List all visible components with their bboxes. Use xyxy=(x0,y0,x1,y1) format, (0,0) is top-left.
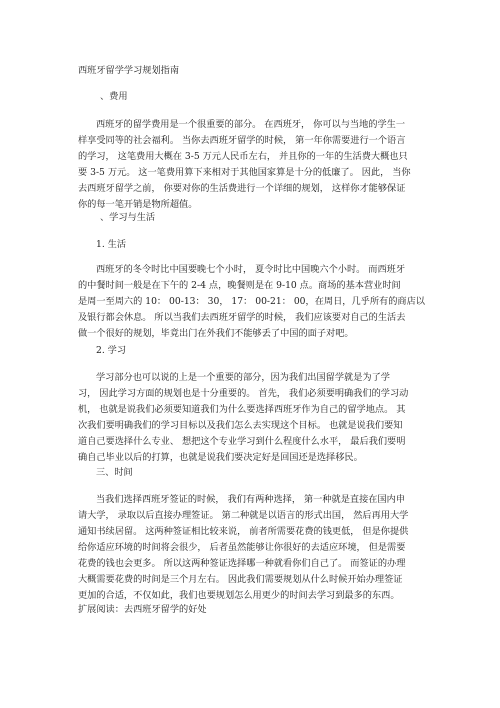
extended-reading-link[interactable]: 扩展阅读：去西班牙留学的好处 xyxy=(78,604,207,615)
paragraph-line: 是周一至周六的 10： 00-13： 30， 17： 00-21： 00，在周日，几乎所有的商店以 xyxy=(78,296,425,307)
subsection-life-heading: 1. 生活 xyxy=(96,239,127,250)
paragraph-line: 你的每一笔开销是物所超值。 xyxy=(78,199,198,210)
paragraph-line: 要 3-5 万元。 这一笔费用算下来相对于其他国家算是十分的低廉了。 因此， 当你 xyxy=(78,167,411,178)
paragraph-line: 样享受同等的社会福利。 当你去西班牙留学的时候， 第一年你需要进行一个语言 xyxy=(78,135,406,146)
paragraph-line: 通知书续居留。 这两种签证相比较来说， 前者所需要花费的钱更低， 但是你提供 xyxy=(78,526,409,537)
paragraph-line: 次我们要明确我们的学习目标以及我们怎么去实现这个目标。 也就是说我们要知 xyxy=(78,420,403,431)
paragraph-line: 做一个很好的规划，毕竟出门在外我们不能够丢了中国的面子对吧。 xyxy=(78,328,354,339)
paragraph-line: 西班牙的冬令时比中国要晚七个小时， 夏令时比中国晚六个小时。 而西班牙 xyxy=(96,264,406,275)
section-study-life-heading: 、学习与生活 xyxy=(100,212,156,223)
paragraph-line: 习， 因此学习方面的规划也是十分重要的。 首先， 我们必须要明确我们的学习动 xyxy=(78,388,409,399)
subsection-study-body xyxy=(78,370,422,466)
paragraph-line: 及银行都会休息。 所以当我们去西班牙留学的时候， 我们应该要对自己的生活去 xyxy=(78,312,406,323)
paragraph-line: 确自己毕业以后的打算，也就是说我们要决定好是回国还是选择移民。 xyxy=(78,452,363,463)
subsection-life-body xyxy=(78,262,425,342)
paragraph-line: 道自己要选择什么专业、 想把这个专业学习到什么程度什么水平， 最后我们要明 xyxy=(78,436,406,447)
paragraph-line: 花费的钱也会更多。 所以这两种签证选择哪一种就看你们自己了。 而签证的办理 xyxy=(78,558,406,569)
section-time-heading: 三、时间 xyxy=(96,467,133,478)
paragraph-line: 当我们选择西班牙签证的时候， 我们有两种选择， 第一种就是直接在国内申 xyxy=(96,494,406,505)
paragraph-line: 学习部分也可以说的上是一个重要的部分，因为我们出国留学就是为了学 xyxy=(96,372,390,383)
section-fees-body xyxy=(78,117,422,213)
document-title: 西班牙留学学习规划指南 xyxy=(78,65,180,76)
section-time-body xyxy=(78,492,422,604)
paragraph-line: 去西班牙留学之前， 你要对你的生活费进行一个详细的规划， 这样你才能够保证 xyxy=(78,183,406,194)
paragraph-line: 的中餐时间一般是在下午的 2-4 点，晚餐则是在 9-10 点。商场的基本营业时间 xyxy=(78,280,401,291)
subsection-study-heading: 2. 学习 xyxy=(96,345,127,356)
paragraph-line: 机， 也就是说我们必须要知道我们为什么要选择西班牙作为自己的留学地点。 其 xyxy=(78,404,406,415)
paragraph-line: 大概需要花费的时间是三个月左右。 因此我们需要规划从什么时候开始办理签证 xyxy=(78,574,403,585)
paragraph-line: 更加的合适，不仅如此，我们也要规划怎么用更少的时间去学习到最多的东西。 xyxy=(78,590,400,601)
section-fees-heading: 、费用 xyxy=(100,91,128,102)
paragraph-line: 西班牙的留学费用是一个很重要的部分。 在西班牙， 你可以与当地的学生一 xyxy=(96,119,406,130)
paragraph-line: 给你适应环境的时间将会很少， 后者虽然能够让你很好的去适应环境， 但是需要 xyxy=(78,542,406,553)
paragraph-line: 的学习， 这笔费用大概在 3-5 万元人民币左右， 并且你的一年的生活费大概也只 xyxy=(78,151,408,162)
paragraph-line: 请大学， 录取以后直接办理签证。 第二种就是以语言的形式出国， 然后再用大学 xyxy=(78,510,409,521)
